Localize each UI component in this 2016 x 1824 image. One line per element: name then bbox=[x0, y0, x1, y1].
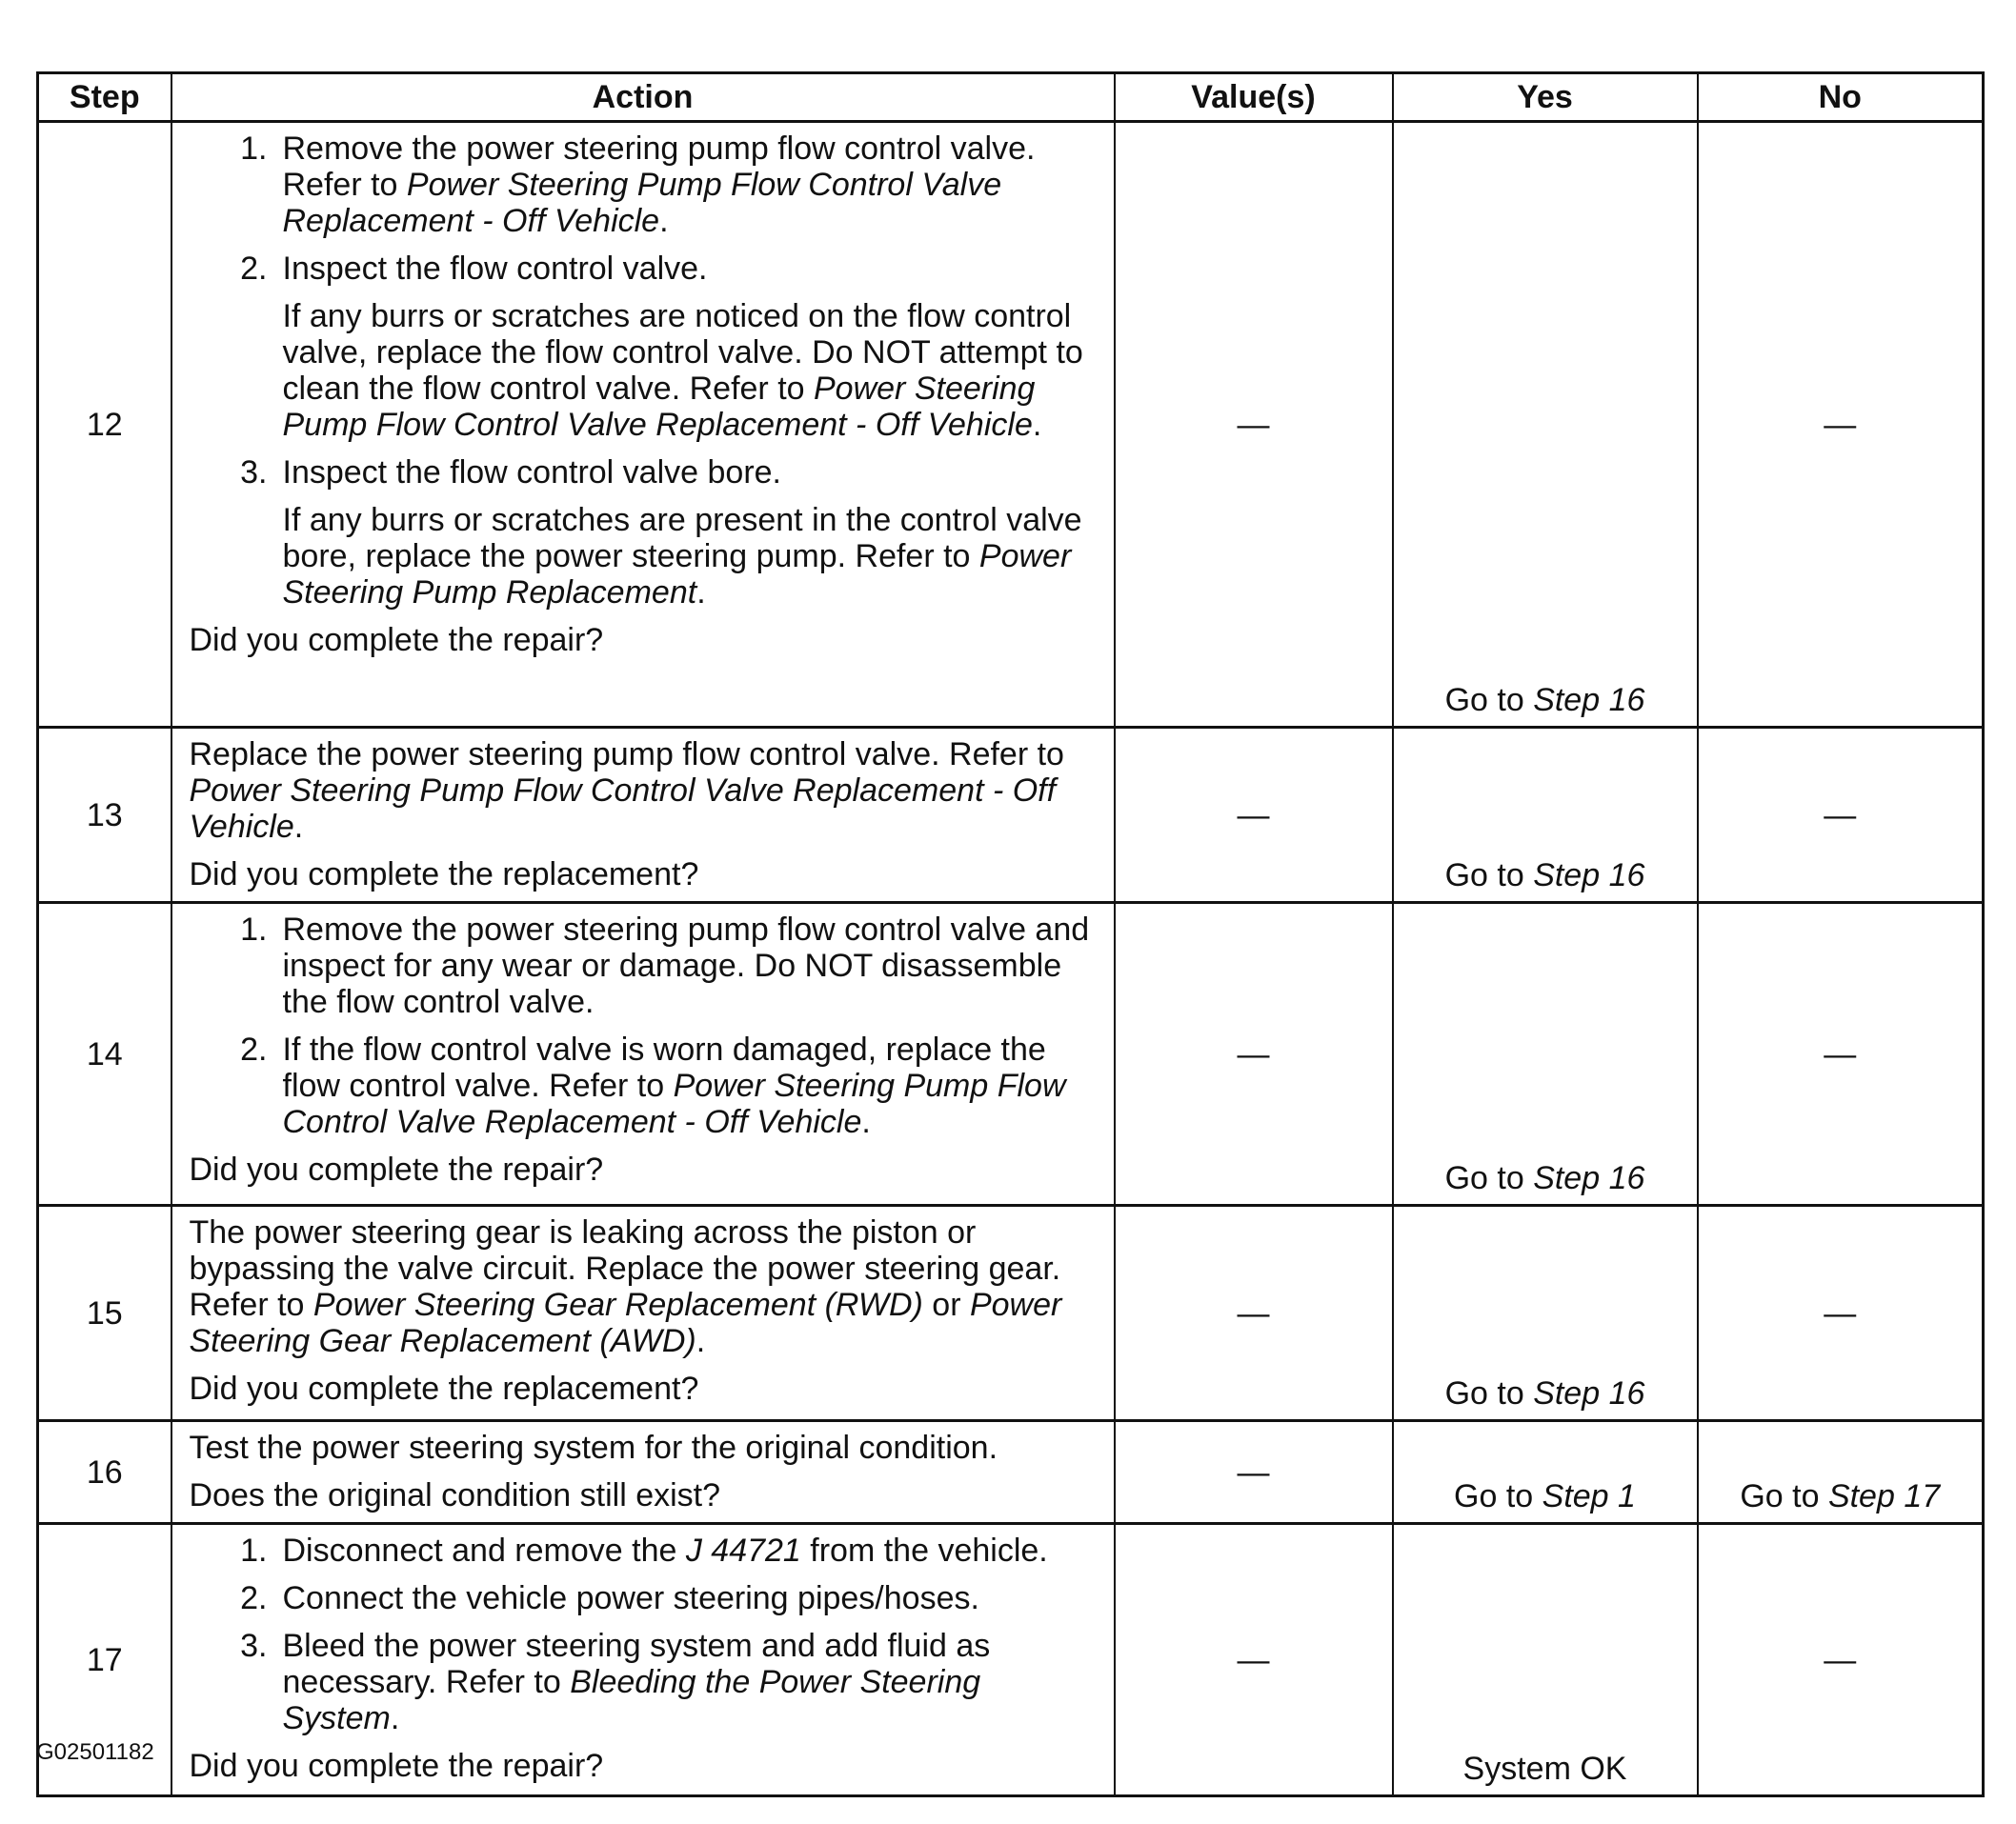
action-text: Inspect the flow control valve bore. bbox=[282, 454, 781, 491]
yes-action-prefix: Go to bbox=[1454, 1478, 1542, 1514]
action-text: If the flow control valve is worn damaged, replace the flow control valve. Refer to bbox=[282, 1032, 1046, 1104]
yes-action bbox=[1445, 1160, 1645, 1196]
item-body bbox=[283, 1533, 1097, 1569]
step-number: 15 bbox=[38, 1206, 171, 1421]
item-number: 1. bbox=[240, 912, 268, 948]
yes-cell bbox=[1393, 1524, 1698, 1796]
action-text: Bleed the power steering system and add fluid as necessary. Refer to bbox=[282, 1628, 991, 1700]
reference-text: J 44721 bbox=[685, 1533, 801, 1569]
yes-action bbox=[1454, 1478, 1636, 1514]
header-yes: Yes bbox=[1393, 73, 1698, 122]
numbered-list bbox=[190, 912, 1097, 1140]
item-body bbox=[283, 1580, 1097, 1616]
item-body bbox=[283, 130, 1097, 239]
diagnostic-table bbox=[36, 71, 1985, 1797]
action-text: Remove the power steering pump flow control valve. Refer to bbox=[282, 130, 1036, 203]
yes-action bbox=[1445, 857, 1645, 893]
header-row bbox=[38, 73, 1984, 122]
yes-cell bbox=[1393, 903, 1698, 1206]
item-text bbox=[283, 912, 1097, 1020]
table-row bbox=[38, 903, 1984, 1206]
item-text bbox=[283, 1580, 1097, 1616]
item-number: 1. bbox=[240, 1533, 268, 1569]
action-text: The power steering gear is leaking across the piston or bypassing the valve circuit. Replace the power steering gear. Refer to bbox=[189, 1214, 1061, 1323]
table-row bbox=[38, 122, 1984, 728]
action-text: . bbox=[1032, 407, 1042, 443]
action-text: Inspect the flow control valve. bbox=[282, 251, 708, 287]
no-cell: — bbox=[1698, 728, 1984, 903]
list-item bbox=[190, 1628, 1097, 1736]
step-number: 14 bbox=[38, 903, 171, 1206]
reference-text: Power Steering Gear Replacement (RWD) bbox=[312, 1287, 923, 1323]
item-number: 3. bbox=[240, 1628, 268, 1664]
yes-action bbox=[1445, 1375, 1645, 1412]
step-number: 13 bbox=[38, 728, 171, 903]
item-number: 1. bbox=[240, 130, 268, 167]
yes-cell bbox=[1393, 728, 1698, 903]
yes-action-step-ref: Step 16 bbox=[1533, 857, 1645, 893]
item-number: 2. bbox=[240, 1580, 268, 1616]
list-item bbox=[190, 251, 1097, 443]
action-cell bbox=[171, 903, 1115, 1206]
value-cell: — bbox=[1115, 728, 1393, 903]
yes-action-prefix: Go to bbox=[1444, 857, 1534, 893]
reference-text: Power Steering Pump Replacement bbox=[282, 538, 1072, 611]
list-item bbox=[190, 130, 1097, 239]
no-cell: — bbox=[1698, 1524, 1984, 1796]
action-question: Did you complete the repair? bbox=[189, 1152, 604, 1188]
yes-cell bbox=[1393, 1206, 1698, 1421]
action-text: If any burrs or scratches are present in the control valve bore, replace the power steering pump. Refer to bbox=[282, 502, 1082, 574]
action-cell bbox=[171, 122, 1115, 728]
action-text: . bbox=[659, 203, 669, 239]
reference-text: Power Steering Gear Replacement (AWD) bbox=[189, 1287, 1062, 1359]
action-paragraph bbox=[190, 1430, 1097, 1466]
action-text: from the vehicle. bbox=[800, 1533, 1048, 1569]
table-row bbox=[38, 1524, 1984, 1796]
yes-action-prefix: Go to bbox=[1444, 1160, 1534, 1196]
action-text: Disconnect and remove the bbox=[282, 1533, 686, 1569]
step-number: 17 bbox=[38, 1524, 171, 1796]
reference-text: Power Steering Pump Flow Control Valve Replacement - Off Vehicle bbox=[282, 1068, 1066, 1140]
action-question: Did you complete the replacement? bbox=[189, 1371, 699, 1407]
item-number: 3. bbox=[240, 454, 268, 491]
header-values: Value(s) bbox=[1115, 73, 1393, 122]
no-action bbox=[1740, 1478, 1940, 1514]
no-cell: — bbox=[1698, 903, 1984, 1206]
header-step: Step bbox=[38, 73, 171, 122]
list-item bbox=[190, 1032, 1097, 1140]
header-no: No bbox=[1698, 73, 1984, 122]
action-text: If any burrs or scratches are noticed on the flow control valve, replace the flow control valve. Do NOT attempt to clean the flow control valve. Refer to bbox=[282, 298, 1083, 407]
item-body bbox=[283, 1032, 1097, 1140]
action-question: Does the original condition still exist? bbox=[189, 1477, 721, 1513]
no-cell: — bbox=[1698, 122, 1984, 728]
value-cell: — bbox=[1115, 122, 1393, 728]
action-text: Test the power steering system for the original condition. bbox=[189, 1430, 998, 1466]
list-item bbox=[190, 1533, 1097, 1569]
action-cell bbox=[171, 1524, 1115, 1796]
action-paragraph bbox=[190, 1214, 1097, 1359]
yes-action bbox=[1463, 1751, 1627, 1787]
yes-action-step-ref: Step 1 bbox=[1542, 1478, 1636, 1514]
table-row bbox=[38, 1206, 1984, 1421]
item-text bbox=[283, 1533, 1097, 1569]
action-cell bbox=[171, 1421, 1115, 1524]
header-action: Action bbox=[171, 73, 1115, 122]
no-action-step-ref: Step 17 bbox=[1827, 1478, 1941, 1514]
table-row bbox=[38, 1421, 1984, 1524]
item-number: 2. bbox=[240, 1032, 268, 1068]
action-text: or bbox=[922, 1287, 970, 1323]
step-number: 12 bbox=[38, 122, 171, 728]
list-item bbox=[190, 454, 1097, 611]
action-cell bbox=[171, 728, 1115, 903]
reference-text: Bleeding the Power Steering System bbox=[282, 1664, 981, 1736]
action-text: . bbox=[696, 574, 706, 611]
yes-action-prefix: System OK bbox=[1462, 1751, 1627, 1787]
action-text: . bbox=[293, 809, 304, 845]
yes-action-step-ref: Step 16 bbox=[1533, 682, 1645, 718]
item-number: 2. bbox=[240, 251, 268, 287]
item-text bbox=[283, 1032, 1097, 1140]
item-note bbox=[283, 502, 1097, 611]
item-body bbox=[283, 251, 1097, 443]
action-question: Did you complete the replacement? bbox=[189, 856, 699, 892]
item-text bbox=[283, 454, 1097, 491]
action-paragraph bbox=[190, 736, 1097, 845]
action-text: Remove the power steering pump flow control valve and inspect for any wear or damage. Do NOT disassemble the flow control valve. bbox=[282, 912, 1090, 1020]
reference-text: Power Steering Pump Flow Control Valve Replacement - Off Vehicle bbox=[282, 371, 1036, 443]
item-text bbox=[283, 130, 1097, 239]
yes-action-step-ref: Step 16 bbox=[1533, 1375, 1645, 1412]
action-cell bbox=[171, 1206, 1115, 1421]
value-cell: — bbox=[1115, 1524, 1393, 1796]
yes-action bbox=[1445, 682, 1645, 718]
item-text bbox=[283, 251, 1097, 287]
item-note bbox=[283, 298, 1097, 443]
numbered-list bbox=[190, 130, 1097, 611]
yes-action-step-ref: Step 16 bbox=[1533, 1160, 1645, 1196]
figure-id: G02501182 bbox=[36, 1739, 154, 1765]
item-text bbox=[283, 1628, 1097, 1736]
item-body bbox=[283, 912, 1097, 1020]
item-body bbox=[283, 1628, 1097, 1736]
item-body bbox=[283, 454, 1097, 611]
action-text: . bbox=[696, 1323, 706, 1359]
no-action-prefix: Go to bbox=[1740, 1478, 1828, 1514]
value-cell: — bbox=[1115, 1421, 1393, 1524]
action-text: Replace the power steering pump flow control valve. Refer to bbox=[189, 736, 1064, 772]
yes-cell bbox=[1393, 122, 1698, 728]
action-text: Connect the vehicle power steering pipes/hoses. bbox=[282, 1580, 979, 1616]
step-number: 16 bbox=[38, 1421, 171, 1524]
reference-text: Power Steering Pump Flow Control Valve Replacement - Off Vehicle bbox=[189, 772, 1057, 845]
yes-cell bbox=[1393, 1421, 1698, 1524]
no-cell bbox=[1698, 1421, 1984, 1524]
list-item bbox=[190, 912, 1097, 1020]
action-question: Did you complete the repair? bbox=[189, 622, 604, 658]
no-cell: — bbox=[1698, 1206, 1984, 1421]
yes-action-prefix: Go to bbox=[1444, 682, 1534, 718]
reference-text: Power Steering Pump Flow Control Valve Replacement - Off Vehicle bbox=[282, 167, 1002, 239]
list-item bbox=[190, 1580, 1097, 1616]
numbered-list bbox=[190, 1533, 1097, 1736]
yes-action-prefix: Go to bbox=[1444, 1375, 1534, 1412]
action-question: Did you complete the repair? bbox=[189, 1748, 604, 1784]
action-text: . bbox=[390, 1700, 400, 1736]
value-cell: — bbox=[1115, 903, 1393, 1206]
value-cell: — bbox=[1115, 1206, 1393, 1421]
action-text: . bbox=[861, 1104, 871, 1140]
table-row bbox=[38, 728, 1984, 903]
